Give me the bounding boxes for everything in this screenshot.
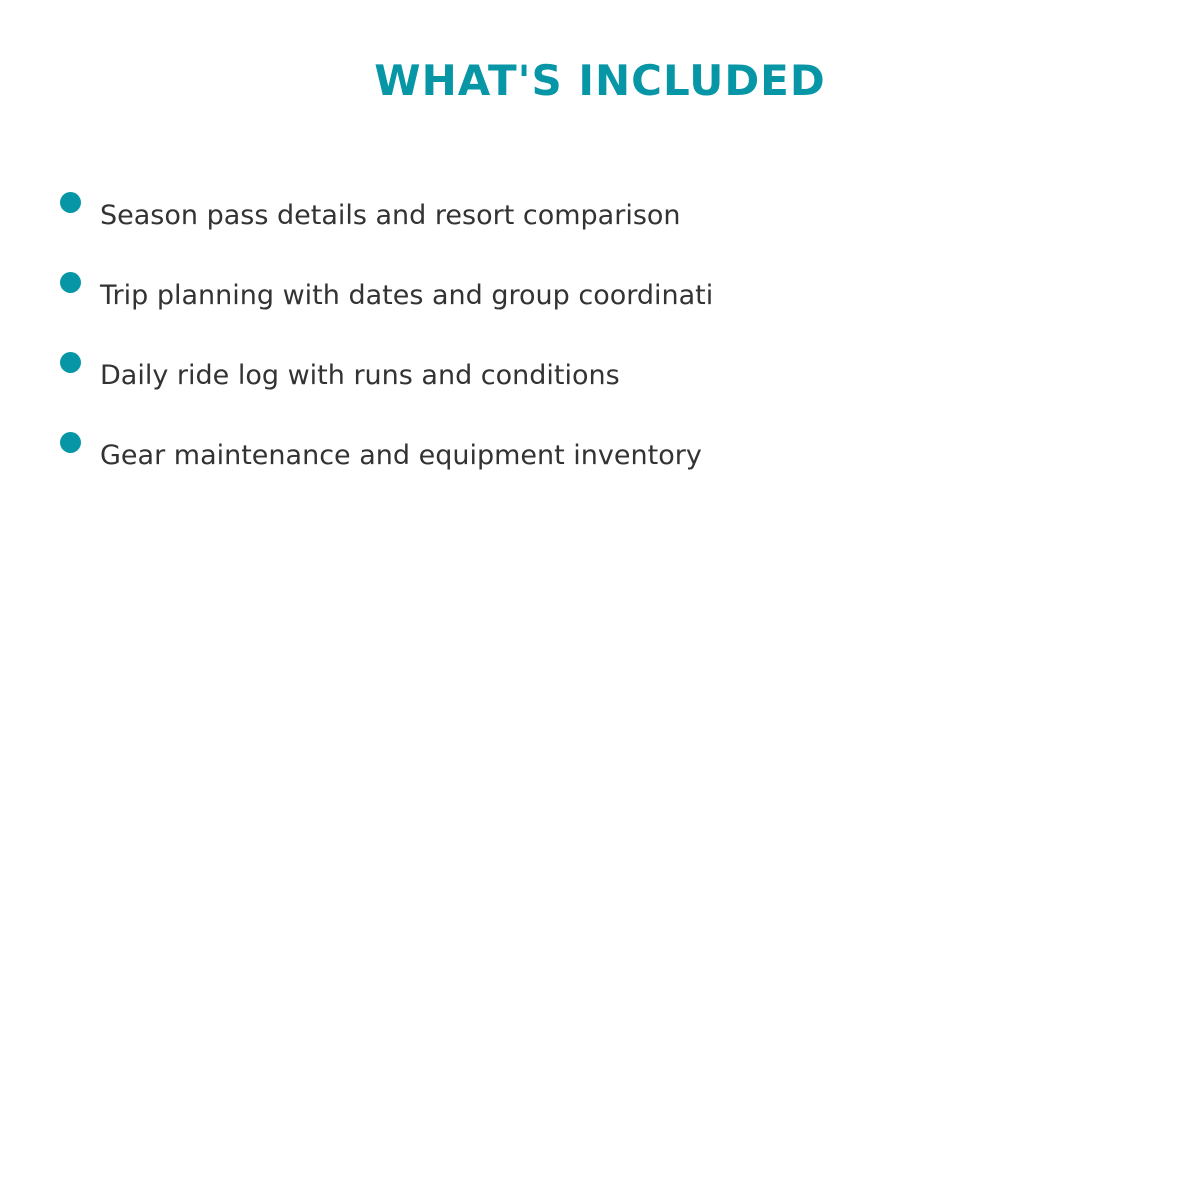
list-item [0, 272, 1200, 332]
feature-label: Trip planning with dates and group coordinati [100, 280, 714, 311]
bullet-dot-icon [60, 352, 81, 373]
bullet-dot-icon [60, 432, 81, 453]
bullet-dot-icon [60, 192, 81, 213]
list-item [0, 192, 1200, 252]
page-title: WHAT'S INCLUDED [374, 56, 826, 105]
feature-label: Daily ride log with runs and conditions [100, 360, 620, 391]
bullet-dot-icon [60, 272, 81, 293]
feature-label: Gear maintenance and equipment inventory [100, 440, 702, 471]
list-item [0, 432, 1200, 492]
list-item [0, 352, 1200, 412]
feature-label: Season pass details and resort comparison [100, 200, 681, 231]
